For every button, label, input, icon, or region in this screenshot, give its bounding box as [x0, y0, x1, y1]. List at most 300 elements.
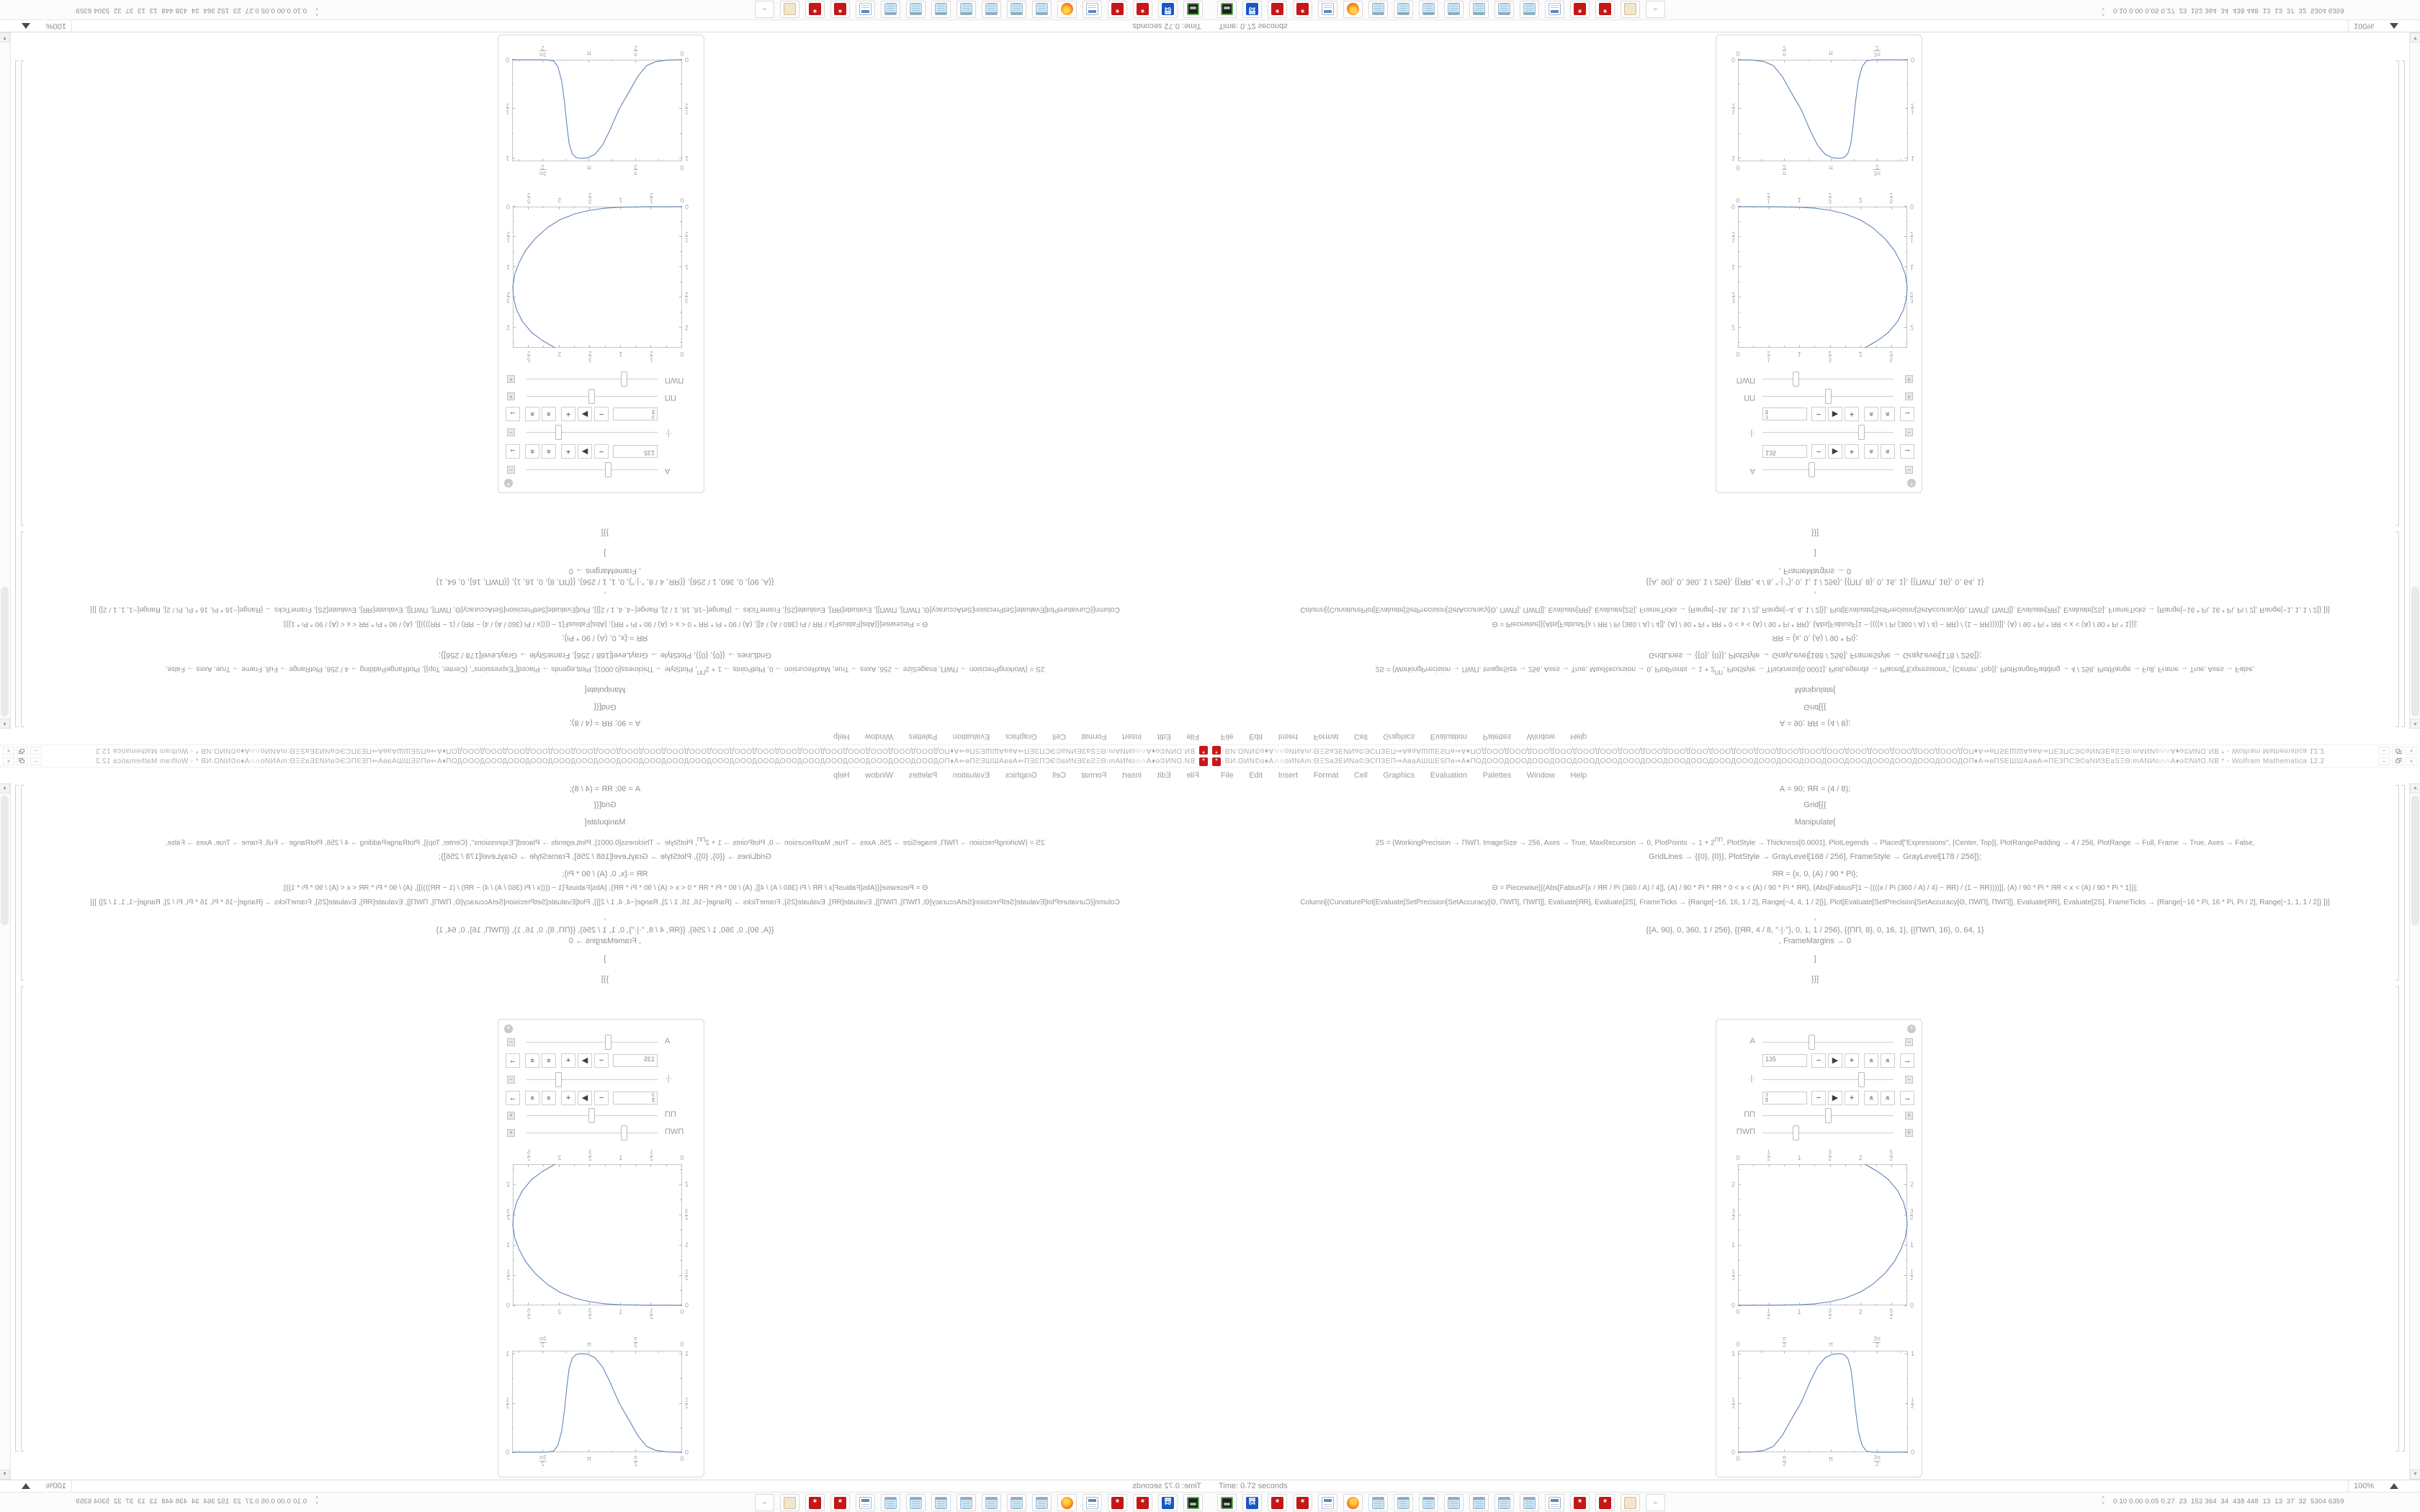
close-button[interactable]: × [2406, 757, 2417, 765]
scrollbar-thumb[interactable] [2411, 587, 2419, 716]
collapse-controls-icon[interactable]: − [507, 466, 515, 474]
taskbar-button-mathematica-window[interactable] [1293, 1, 1312, 18]
taskbar-button-mathematica-window[interactable] [1268, 1494, 1287, 1511]
window-titlebar[interactable] [0, 756, 1210, 768]
tick-label: 0 [680, 1308, 684, 1315]
menu-palettes[interactable]: Palettes [1482, 732, 1512, 741]
minus-button[interactable]: − [594, 444, 609, 459]
taskbar-button-floppy-64[interactable] [1158, 1494, 1178, 1511]
tray-scroll-icons[interactable]: ˄ ˅ [315, 6, 318, 17]
scrollbar-thumb[interactable] [1, 587, 9, 716]
menu-evaluation[interactable]: Evaluation [952, 771, 990, 780]
zoom-level[interactable]: 100% [45, 1482, 66, 1490]
menu-graphics[interactable]: Graphics [1005, 771, 1037, 780]
menu-graphics[interactable]: Graphics [1383, 732, 1415, 741]
slider-track[interactable] [526, 469, 658, 470]
value-input[interactable]: 3 4 [1762, 408, 1807, 420]
taskbar-button-firefox-window[interactable] [1343, 1494, 1363, 1511]
tray-scroll-icons[interactable]: ˄ ˅ [2102, 1495, 2105, 1506]
minimize-button[interactable]: – [2378, 747, 2390, 755]
menu-evaluation[interactable]: Evaluation [952, 732, 990, 741]
taskbar-button-mathematica-window[interactable] [1268, 1, 1287, 18]
slider-track[interactable] [526, 1115, 658, 1116]
elevator-icon[interactable] [22, 1483, 30, 1489]
zoom-level[interactable]: 100% [2354, 1482, 2375, 1490]
slider-thumb[interactable] [556, 1072, 563, 1087]
cell-bracket-code[interactable] [21, 785, 24, 981]
faster-button[interactable]: « [542, 1053, 556, 1068]
cell-group-bracket[interactable] [2401, 60, 2405, 727]
tray-scroll-icons[interactable]: ˄ ˅ [2102, 6, 2105, 17]
window-titlebar[interactable] [0, 744, 1210, 756]
play-button[interactable]: ▶ [578, 1053, 592, 1068]
taskbar-button-text-editor-window[interactable] [881, 1494, 900, 1511]
taskbar-button-text-editor-window[interactable] [931, 1494, 951, 1511]
menu-graphics[interactable]: Graphics [1005, 732, 1037, 741]
value-input[interactable]: $\frac{3}{4}$ [613, 1092, 658, 1104]
taskbar-button-text-editor-window[interactable] [1368, 1, 1388, 18]
plus-button[interactable]: + [1845, 1053, 1859, 1068]
slider-label: ПWП [665, 1128, 684, 1136]
taskbar-button-text-editor-window[interactable] [1394, 1, 1413, 18]
taskbar-button-mathematica-window[interactable] [1133, 1494, 1152, 1511]
menu-window[interactable]: Window [865, 732, 894, 741]
menu-file[interactable]: File [1221, 732, 1234, 741]
taskbar-button-floppy-64[interactable] [1242, 1, 1262, 18]
menu-insert[interactable]: Insert [1121, 732, 1142, 741]
code-line: Grid[{{ [1803, 801, 1827, 809]
collapse-controls-icon[interactable]: − [1905, 1038, 1913, 1046]
taskbar-button-calculator-window[interactable] [1545, 1494, 1564, 1511]
cell-bracket-code[interactable] [21, 531, 24, 727]
elevator-icon[interactable] [2390, 1483, 2398, 1489]
slider-track[interactable] [1762, 469, 1894, 470]
menu-format[interactable]: Format [1081, 732, 1107, 741]
taskbar-button-document-viewer-window[interactable] [1621, 1494, 1640, 1511]
taskbar-button-text-editor-window[interactable] [1494, 1494, 1514, 1511]
minimize-button[interactable]: – [30, 757, 42, 765]
manipulate-control-row [497, 1071, 704, 1089]
menu-format[interactable]: Format [1313, 732, 1339, 741]
value-input[interactable]: 135 [613, 1054, 658, 1067]
taskbar-button-disk-utility[interactable] [1183, 1494, 1203, 1511]
cell-bracket-code[interactable] [2396, 531, 2399, 727]
menu-file[interactable]: File [1186, 732, 1199, 741]
play-button[interactable]: ▶ [1828, 444, 1842, 459]
taskbar-button-document-viewer-window[interactable] [780, 1494, 799, 1511]
zoom-level[interactable]: 100% [45, 22, 66, 30]
menu-format[interactable]: Format [1313, 771, 1339, 780]
taskbar-button-text-editor-window[interactable] [956, 1, 976, 18]
collapse-controls-icon[interactable]: − [507, 428, 515, 436]
mathematica-icon: * [809, 3, 821, 15]
taskbar-button-firefox-window[interactable] [1057, 1, 1077, 18]
taskbar-button-text-editor-window[interactable] [982, 1, 1001, 18]
calculator-icon [1549, 3, 1561, 15]
collapse-controls-icon[interactable]: − [507, 1038, 515, 1046]
slider-track[interactable] [526, 1042, 658, 1043]
taskbar-button-calculator-window[interactable] [1545, 1, 1564, 18]
tick-label: 1 2 [1731, 230, 1735, 244]
slider-track[interactable] [1762, 1079, 1894, 1080]
code-line: Manipulate[ [1794, 685, 1836, 694]
taskbar-button-text-editor-window[interactable] [931, 1, 951, 18]
mathematica-app-icon: * [1212, 757, 1221, 766]
faster-button[interactable]: « [542, 407, 556, 421]
direction-button[interactable]: → [506, 444, 520, 459]
menu-edit[interactable]: Edit [1249, 771, 1263, 780]
collapse-controls-icon[interactable]: − [1905, 466, 1913, 474]
manipulate-control-row [1716, 1107, 1923, 1125]
plus-button[interactable]: + [1845, 444, 1859, 459]
slower-button[interactable]: » [1881, 1053, 1895, 1068]
slider-track[interactable] [1762, 432, 1894, 433]
code-line: }}] [1811, 528, 1819, 537]
taskbar-button-disconnected-plug[interactable] [1646, 1, 1665, 18]
faster-button[interactable]: « [1864, 407, 1878, 421]
tick-label: 0 [680, 1341, 684, 1348]
cell-group-bracket[interactable] [15, 60, 19, 727]
value-input[interactable]: 135 [1762, 445, 1807, 458]
taskbar-button-firefox-window[interactable] [1343, 1, 1363, 18]
taskbar-button-floppy-64[interactable] [1242, 1494, 1262, 1511]
faster-button[interactable]: « [1864, 1053, 1878, 1068]
tick-label: 0 [506, 1302, 510, 1309]
slower-button[interactable]: » [525, 1053, 539, 1068]
taskbar-button-calculator-window[interactable] [1083, 1494, 1102, 1511]
taskbar-button-text-editor-window[interactable] [906, 1494, 926, 1511]
cell-bracket-output[interactable] [21, 986, 24, 1452]
slider-thumb[interactable] [1858, 425, 1865, 440]
taskbar-button-text-editor-window[interactable] [1394, 1494, 1413, 1511]
taskbar-button-text-editor-window[interactable] [1520, 1, 1539, 18]
taskbar-button-calculator-window[interactable] [1318, 1, 1337, 18]
plus-button[interactable]: + [561, 407, 575, 421]
cell-group-bracket[interactable] [2401, 785, 2405, 1452]
direction-button[interactable]: → [1900, 407, 1914, 421]
taskbar-button-mathematica-window[interactable] [1108, 1494, 1127, 1511]
slider-thumb[interactable] [588, 1108, 595, 1123]
collapse-controls-icon[interactable]: − [507, 1076, 515, 1084]
expand-controls-icon[interactable]: + [1905, 1129, 1913, 1137]
minus-button[interactable]: − [594, 1053, 609, 1068]
expand-controls-icon[interactable]: + [507, 1129, 515, 1137]
code-line: Θ = Piecewise[{{Abs[FabiusF[x / ЯR / Pi (360 / А) / 4]], (А) / 90 * Pi * ЯR * 0 < x < (А) / 90 * Pi * ЯR}, {Abs[FabiusF[1 − ((((x / Pi (360 / А) / 4) − ЯR) / (1 − ЯR))))]], (А) / 90 * Pi * ЯR < x < (А) / 90 * Pi * 1}}]; [1492, 620, 2138, 628]
play-button[interactable]: ▶ [1828, 1053, 1842, 1068]
menu-help[interactable]: Help [1570, 771, 1587, 780]
taskbar-button-mathematica-window[interactable] [1595, 1, 1615, 18]
minus-button[interactable]: − [1811, 407, 1826, 421]
scroll-up-icon[interactable]: ▲ [0, 783, 10, 793]
plot-curve [1738, 60, 1908, 161]
taskbar-button-mathematica-window[interactable] [805, 1494, 825, 1511]
taskbar-button-text-editor-window[interactable] [1032, 1494, 1052, 1511]
tick-label: 2 [1910, 324, 1914, 332]
tray-scroll-icons[interactable]: ˄ ˅ [315, 1495, 318, 1506]
manipulate-settings-icon[interactable]: + [504, 1025, 513, 1033]
menu-window[interactable]: Window [1526, 732, 1555, 741]
taskbar-button-mathematica-window[interactable] [1570, 1, 1590, 18]
menu-edit[interactable]: Edit [1157, 771, 1171, 780]
taskbar-button-text-editor-window[interactable] [1444, 1494, 1464, 1511]
slider-thumb[interactable] [1793, 372, 1799, 387]
taskbar-button-document-viewer-window[interactable] [780, 1, 799, 18]
play-button[interactable]: ▶ [578, 407, 592, 421]
taskbar-button-text-editor-window[interactable] [1368, 1494, 1388, 1511]
plus-button[interactable]: + [561, 1091, 575, 1105]
menu-file[interactable]: File [1221, 771, 1234, 780]
minus-button[interactable]: − [594, 407, 609, 421]
menu-edit[interactable]: Edit [1249, 732, 1263, 741]
direction-button[interactable]: → [506, 1053, 520, 1068]
taskbar-button-calculator-window[interactable] [1318, 1494, 1337, 1511]
menu-window[interactable]: Window [1526, 771, 1555, 780]
menu-insert[interactable]: Insert [1278, 771, 1299, 780]
slider-thumb[interactable] [605, 462, 611, 477]
cell-bracket-output[interactable] [2396, 60, 2399, 526]
window-titlebar[interactable] [1210, 744, 2420, 756]
expand-controls-icon[interactable]: + [507, 392, 515, 400]
taskbar-button-document-viewer-window[interactable] [1621, 1, 1640, 18]
minimize-button[interactable]: – [2378, 757, 2390, 765]
value-input[interactable]: $\frac{3}{4}$ [1762, 1092, 1807, 1104]
value-input[interactable]: 135 [1762, 1054, 1807, 1067]
menu-palettes[interactable]: Palettes [908, 771, 938, 780]
taskbar-button-text-editor-window[interactable] [1419, 1494, 1438, 1511]
slider-thumb[interactable] [605, 1035, 611, 1050]
scroll-down-icon[interactable]: ▼ [2410, 1470, 2420, 1480]
close-button[interactable]: × [2406, 747, 2417, 755]
faster-button[interactable]: « [1864, 1091, 1878, 1105]
menu-help[interactable]: Help [833, 771, 850, 780]
direction-button[interactable]: → [1900, 1091, 1914, 1105]
tick-label: 1 [1797, 1308, 1801, 1315]
menu-insert[interactable]: Insert [1121, 771, 1142, 780]
slider-track[interactable] [526, 1079, 658, 1080]
slower-button[interactable]: » [525, 444, 539, 459]
taskbar-button-mathematica-window[interactable] [1108, 1, 1127, 18]
taskbar-button-calculator-window[interactable] [856, 1, 875, 18]
taskbar-button-text-editor-window[interactable] [1494, 1, 1514, 18]
menu-palettes[interactable]: Palettes [908, 732, 938, 741]
expand-controls-icon[interactable]: + [1905, 1112, 1913, 1120]
menu-cell[interactable]: Cell [1052, 771, 1067, 780]
taskbar-button-mathematica-window[interactable] [1595, 1494, 1615, 1511]
menu-format[interactable]: Format [1081, 771, 1107, 780]
play-button[interactable]: ▶ [578, 1091, 592, 1105]
menu-file[interactable]: File [1186, 771, 1199, 780]
slider-thumb[interactable] [622, 372, 628, 387]
taskbar-button-mathematica-window[interactable] [830, 1494, 850, 1511]
taskbar-button-text-editor-window[interactable] [1444, 1, 1464, 18]
taskbar-button-text-editor-window[interactable] [906, 1, 926, 18]
menu-help[interactable]: Help [1570, 732, 1587, 741]
menu-graphics[interactable]: Graphics [1383, 771, 1415, 780]
taskbar-button-mathematica-window[interactable] [830, 1, 850, 18]
taskbar-button-text-editor-window[interactable] [1007, 1494, 1026, 1511]
taskbar-button-text-editor-window[interactable] [956, 1494, 976, 1511]
restore-button[interactable] [2392, 757, 2403, 765]
value-input[interactable]: 3 4 [613, 408, 658, 420]
slider-thumb[interactable] [1825, 1108, 1832, 1123]
menu-palettes[interactable]: Palettes [1482, 771, 1512, 780]
restore-button[interactable] [17, 757, 28, 765]
cell-bracket-output[interactable] [21, 60, 24, 526]
minus-button[interactable]: − [1811, 1091, 1826, 1105]
scroll-up-icon[interactable]: ▲ [2410, 783, 2420, 793]
taskbar-button-disk-utility[interactable] [1217, 1494, 1237, 1511]
faster-button[interactable]: « [542, 444, 556, 459]
tick-label: 3 2 [1828, 192, 1832, 204]
play-button[interactable]: ▶ [578, 444, 592, 459]
direction-button[interactable]: → [1900, 1053, 1914, 1068]
minus-button[interactable]: − [1811, 444, 1826, 459]
code-line: ЯR = {x, 0, (А) / 90 * Pi}; [562, 870, 648, 878]
restore-button[interactable] [17, 747, 28, 755]
slider-track[interactable] [1762, 396, 1894, 397]
plus-button[interactable]: + [561, 444, 575, 459]
slower-button[interactable]: » [1881, 407, 1895, 421]
slider-thumb[interactable] [1809, 462, 1815, 477]
slower-button[interactable]: » [525, 1091, 539, 1105]
manipulate-settings-icon[interactable]: + [1907, 1025, 1916, 1033]
vertical-scrollbar[interactable] [2409, 32, 2420, 729]
taskbar-button-firefox-window[interactable] [1057, 1494, 1077, 1511]
scroll-down-icon[interactable]: ▼ [0, 32, 10, 42]
direction-button[interactable]: → [506, 1091, 520, 1105]
slider-thumb[interactable] [1793, 1125, 1799, 1140]
plus-button[interactable]: + [1845, 407, 1859, 421]
elevator-icon[interactable] [22, 23, 30, 29]
expand-controls-icon[interactable]: + [1905, 392, 1913, 400]
slider-thumb[interactable] [588, 389, 595, 404]
slider-track[interactable] [1762, 1115, 1894, 1116]
manipulate-settings-icon[interactable]: + [504, 479, 513, 487]
value-input[interactable]: 135 [613, 445, 658, 458]
slider-label: ·|· [1747, 1074, 1755, 1083]
slider-track[interactable] [526, 396, 658, 397]
manipulate-panel [498, 35, 704, 493]
restore-button[interactable] [2392, 747, 2403, 755]
faster-button[interactable]: « [542, 1091, 556, 1105]
taskbar-button-disk-utility[interactable] [1217, 1, 1237, 18]
taskbar-button-disconnected-plug[interactable] [755, 1494, 774, 1511]
expand-controls-icon[interactable]: + [1905, 375, 1913, 383]
menu-edit[interactable]: Edit [1157, 732, 1171, 741]
menu-cell[interactable]: Cell [1353, 771, 1368, 780]
taskbar-button-text-editor-window[interactable] [1007, 1, 1026, 18]
menu-evaluation[interactable]: Evaluation [1430, 771, 1468, 780]
taskbar-button-mathematica-window[interactable] [1133, 1, 1152, 18]
expand-controls-icon[interactable]: + [507, 375, 515, 383]
slower-button[interactable]: » [1881, 1091, 1895, 1105]
scrollbar-thumb[interactable] [1, 796, 9, 925]
play-button[interactable]: ▶ [1828, 1091, 1842, 1105]
taskbar-button-mathematica-window[interactable] [1570, 1494, 1590, 1511]
tick-label: $\frac{1}{2}$ [650, 1308, 653, 1320]
menu-window[interactable]: Window [865, 771, 894, 780]
taskbar-button-calculator-window[interactable] [856, 1494, 875, 1511]
window-titlebar[interactable] [1210, 756, 2420, 768]
taskbar-button-text-editor-window[interactable] [881, 1, 900, 18]
menu-evaluation[interactable]: Evaluation [1430, 732, 1468, 741]
slider-thumb[interactable] [1825, 389, 1832, 404]
minus-button[interactable]: − [1811, 1053, 1826, 1068]
code-line: , [604, 590, 606, 599]
collapse-controls-icon[interactable]: − [1905, 1076, 1913, 1084]
scroll-down-icon[interactable]: ▼ [2410, 32, 2420, 42]
taskbar-button-text-editor-window[interactable] [1469, 1494, 1489, 1511]
slider-thumb[interactable] [556, 425, 563, 440]
menu-insert[interactable]: Insert [1278, 732, 1299, 741]
close-button[interactable]: × [3, 747, 14, 755]
taskbar-button-text-editor-window[interactable] [1520, 1494, 1539, 1511]
play-button[interactable]: ▶ [1828, 407, 1842, 421]
cell-group-bracket[interactable] [15, 785, 19, 1452]
slider-track[interactable] [1762, 1042, 1894, 1043]
taskbar-button-mathematica-window[interactable] [805, 1, 825, 18]
expand-controls-icon[interactable]: + [507, 1112, 515, 1120]
taskbar-button-disconnected-plug[interactable] [1646, 1494, 1665, 1511]
slower-button[interactable]: » [525, 407, 539, 421]
taskbar-button-calculator-window[interactable] [1083, 1, 1102, 18]
taskbar-button-text-editor-window[interactable] [1419, 1, 1438, 18]
scroll-down-icon[interactable]: ▼ [0, 1470, 10, 1480]
taskbar-button-disk-utility[interactable] [1183, 1, 1203, 18]
vertical-scrollbar[interactable] [0, 32, 11, 729]
slower-button[interactable]: » [1881, 444, 1895, 459]
scroll-up-icon[interactable]: ▲ [0, 719, 10, 729]
taskbar-button-text-editor-window[interactable] [982, 1494, 1001, 1511]
plus-button[interactable]: + [561, 1053, 575, 1068]
plus-button[interactable]: + [1845, 1091, 1859, 1105]
taskbar-button-text-editor-window[interactable] [1469, 1, 1489, 18]
taskbar-button-text-editor-window[interactable] [1032, 1, 1052, 18]
menu-help[interactable]: Help [833, 732, 850, 741]
minimize-button[interactable]: – [30, 747, 42, 755]
taskbar-button-mathematica-window[interactable] [1293, 1494, 1312, 1511]
slider-thumb[interactable] [1809, 1035, 1815, 1050]
menu-cell[interactable]: Cell [1052, 732, 1067, 741]
collapse-controls-icon[interactable]: − [1905, 428, 1913, 436]
slider-thumb[interactable] [1858, 1072, 1865, 1087]
manipulate-settings-icon[interactable]: + [1907, 479, 1916, 487]
slider-track[interactable] [526, 432, 658, 433]
vertical-scrollbar[interactable] [0, 783, 11, 1480]
tick-label: π 2 [1782, 45, 1787, 58]
scroll-up-icon[interactable]: ▲ [2410, 719, 2420, 729]
taskbar-button-floppy-64[interactable] [1158, 1, 1178, 18]
scrollbar-thumb[interactable] [2411, 796, 2419, 925]
close-button[interactable]: × [3, 757, 14, 765]
direction-button[interactable]: → [506, 407, 520, 421]
zoom-level[interactable]: 100% [2354, 22, 2375, 30]
vertical-scrollbar[interactable] [2409, 783, 2420, 1480]
menu-cell[interactable]: Cell [1353, 732, 1368, 741]
mathematica-icon: * [1137, 1497, 1149, 1509]
taskbar-button-disconnected-plug[interactable] [755, 1, 774, 18]
slider-thumb[interactable] [622, 1125, 628, 1140]
tick-label: $\frac{3}{2}$ [506, 1207, 510, 1221]
cell-bracket-output[interactable] [2396, 986, 2399, 1452]
direction-button[interactable]: → [1900, 444, 1914, 459]
minus-button[interactable]: − [594, 1091, 609, 1105]
elevator-icon[interactable] [2390, 23, 2398, 29]
cell-bracket-code[interactable] [2396, 785, 2399, 981]
faster-button[interactable]: « [1864, 444, 1878, 459]
tick-label: 3 2 [506, 291, 510, 305]
notepad-icon [935, 3, 947, 15]
